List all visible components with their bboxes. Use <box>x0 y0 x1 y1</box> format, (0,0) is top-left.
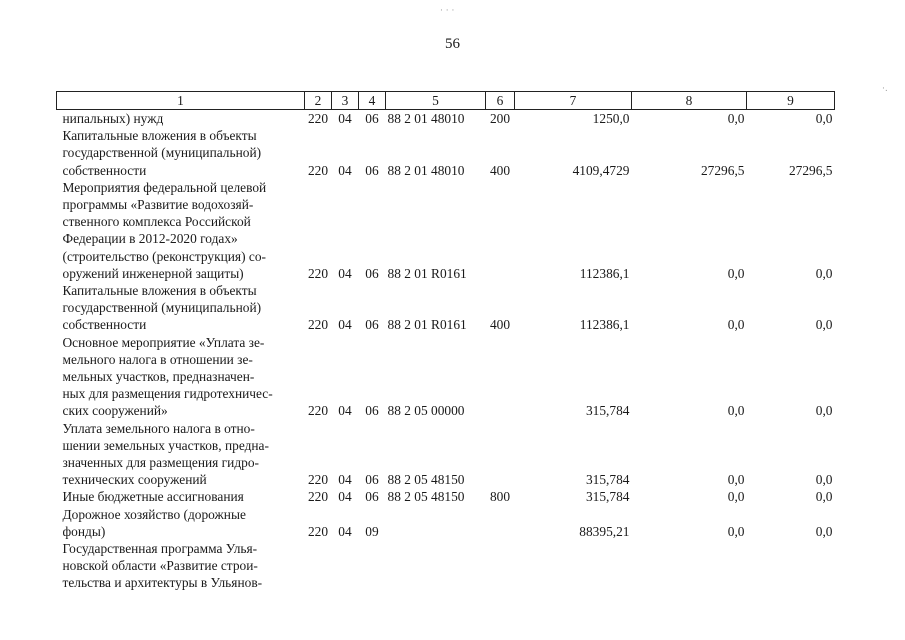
target-article-cell <box>386 540 486 592</box>
item-name-cell <box>57 506 305 540</box>
section-code-cell: 04 <box>338 472 352 488</box>
table-row <box>57 179 835 282</box>
subsection-code-cell: 06 <box>365 162 379 178</box>
table-header-row <box>57 92 835 110</box>
table-row <box>57 110 835 128</box>
item-name-line: ских сооружений» <box>62 403 168 419</box>
admin-code-cell: 220 <box>307 472 329 488</box>
table-row <box>57 540 835 592</box>
section-code-cell: 04 <box>338 111 352 126</box>
item-name-line: значенных для размещения гидро- <box>62 455 259 471</box>
amount-cell: 0,0 <box>815 111 833 126</box>
subsection-code-cell <box>359 540 386 592</box>
amount-cell <box>632 540 747 592</box>
amount-cell: 112386,1 <box>579 317 630 333</box>
admin-code-cell <box>305 540 332 592</box>
column-header: 2 <box>305 92 332 110</box>
amount-cell: 0,0 <box>815 523 833 539</box>
amount-cell: 27296,5 <box>788 162 833 178</box>
item-name-line: ственного комплекса Российской <box>62 214 251 230</box>
scan-speck: ·. <box>882 84 888 94</box>
table-row <box>57 334 835 420</box>
table-row <box>57 506 835 540</box>
section-code-cell: 04 <box>338 403 352 419</box>
item-name-line: ных для размещения гидротехничес- <box>62 386 273 402</box>
table-body <box>57 110 835 592</box>
admin-code-cell: 220 <box>307 265 329 281</box>
expense-type-cell <box>486 179 515 282</box>
section-code-cell <box>332 540 359 592</box>
amount-cell: 0,0 <box>815 265 833 281</box>
subsection-code-cell: 06 <box>365 489 379 505</box>
budget-table <box>56 91 835 592</box>
expense-type-cell: 400 <box>489 317 511 333</box>
target-article-cell: 88 2 05 48150 <box>387 472 465 488</box>
section-code-cell: 04 <box>338 265 352 281</box>
amount-cell: 4109,4729 <box>572 162 630 178</box>
item-name-line: мельных участков, предназначен- <box>62 369 255 385</box>
subsection-code-cell: 06 <box>365 265 379 281</box>
target-article-cell: 88 2 01 R0161 <box>387 265 467 281</box>
table-row <box>57 420 835 489</box>
section-code-cell: 04 <box>338 317 352 333</box>
scan-speck: · · · <box>440 6 455 16</box>
subsection-code-cell: 06 <box>365 403 379 419</box>
column-header: 1 <box>57 92 305 110</box>
expense-type-cell <box>486 540 515 592</box>
item-name-line: Иные бюджетные ассигнования <box>62 489 244 505</box>
amount-cell: 0,0 <box>815 403 833 419</box>
item-name-line: Государственная программа Улья- <box>62 541 258 557</box>
expense-type-cell: 400 <box>489 162 511 178</box>
expense-type-cell: 200 <box>489 111 511 126</box>
table-row <box>57 282 835 334</box>
target-article-cell: 88 2 01 R0161 <box>387 317 467 333</box>
item-name-line: Мероприятия федеральной целевой <box>62 179 267 195</box>
amount-cell: 0,0 <box>815 472 833 488</box>
item-name-cell <box>57 282 305 334</box>
amount-cell: 0,0 <box>727 265 745 281</box>
item-name-cell <box>57 110 305 128</box>
amount-cell: 0,0 <box>727 111 745 126</box>
item-name-line: Уплата земельного налога в отно- <box>62 420 255 436</box>
item-name-cell <box>57 334 305 420</box>
amount-cell: 0,0 <box>815 489 833 505</box>
admin-code-cell: 220 <box>307 403 329 419</box>
amount-cell: 112386,1 <box>579 265 630 281</box>
amount-cell: 0,0 <box>727 317 745 333</box>
target-article-cell: 88 2 05 00000 <box>387 403 465 419</box>
admin-code-cell: 220 <box>307 523 329 539</box>
amount-cell <box>747 540 835 592</box>
subsection-code-cell: 06 <box>365 111 379 126</box>
amount-cell: 27296,5 <box>700 162 745 178</box>
amount-cell: 315,784 <box>585 489 630 505</box>
column-header: 3 <box>332 92 359 110</box>
subsection-code-cell: 06 <box>365 472 379 488</box>
admin-code-cell: 220 <box>307 162 329 178</box>
item-name-cell <box>57 179 305 282</box>
item-name-cell <box>57 420 305 489</box>
target-article-cell: 88 2 05 48150 <box>387 489 465 505</box>
column-header: 4 <box>359 92 386 110</box>
item-name-line: Капитальные вложения в объекты <box>62 128 257 144</box>
table-row <box>57 127 835 179</box>
target-article-cell: 88 2 01 48010 <box>387 162 465 178</box>
target-article-cell: 88 2 01 48010 <box>387 111 465 126</box>
table-row <box>57 488 835 505</box>
column-header: 5 <box>386 92 486 110</box>
item-name-cell <box>57 488 305 505</box>
item-name-cell <box>57 540 305 592</box>
item-name-line: тельства и архитектуры в Ульянов- <box>62 575 263 591</box>
item-name-cell <box>57 127 305 179</box>
target-article-cell <box>386 506 486 540</box>
item-name-line: Капитальные вложения в объекты <box>62 283 257 299</box>
item-name-line: программы «Развитие водохозяй- <box>62 197 254 213</box>
amount-cell: 88395,21 <box>579 523 630 539</box>
column-header: 6 <box>486 92 515 110</box>
item-name-line: Федерации в 2012-2020 годах» <box>62 231 238 247</box>
amount-cell: 315,784 <box>585 403 630 419</box>
amount-cell: 315,784 <box>585 472 630 488</box>
item-name-line: государственной (муниципальной) <box>62 300 262 316</box>
item-name-line: Дорожное хозяйство (дорожные <box>62 506 246 522</box>
item-name-line: новской области «Развитие строи- <box>62 558 258 574</box>
expense-type-cell <box>486 506 515 540</box>
admin-code-cell: 220 <box>307 489 329 505</box>
column-header: 8 <box>632 92 747 110</box>
item-name-line: государственной (муниципальной) <box>62 145 262 161</box>
page-number: 56 <box>445 36 460 52</box>
section-code-cell: 04 <box>338 489 352 505</box>
section-code-cell: 04 <box>338 523 352 539</box>
expense-type-cell: 800 <box>489 489 511 505</box>
item-name-line: собственности <box>62 317 147 333</box>
expense-type-cell <box>486 420 515 489</box>
item-name-line: собственности <box>62 162 147 178</box>
column-header: 7 <box>515 92 632 110</box>
item-name-line: (строительство (реконструкция) со- <box>62 248 266 264</box>
item-name-line: шении земельных участков, предна- <box>62 437 269 453</box>
section-code-cell: 04 <box>338 162 352 178</box>
item-name-line: фонды) <box>62 523 106 539</box>
column-header: 9 <box>747 92 835 110</box>
item-name-line: нипальных) нужд <box>62 111 164 126</box>
amount-cell: 0,0 <box>727 472 745 488</box>
item-name-line: Основное мероприятие «Уплата зе- <box>62 334 265 350</box>
subsection-code-cell: 06 <box>365 317 379 333</box>
expense-type-cell <box>486 334 515 420</box>
subsection-code-cell: 09 <box>365 523 379 539</box>
amount-cell: 1250,0 <box>592 111 630 126</box>
amount-cell: 0,0 <box>727 489 745 505</box>
item-name-line: технических сооружений <box>62 472 207 488</box>
item-name-line: оружений инженерной защиты) <box>62 265 244 281</box>
admin-code-cell: 220 <box>307 317 329 333</box>
admin-code-cell: 220 <box>307 111 329 126</box>
item-name-line: мельного налога в отношении зе- <box>62 351 253 367</box>
amount-cell: 0,0 <box>727 403 745 419</box>
amount-cell: 0,0 <box>727 523 745 539</box>
amount-cell <box>515 540 632 592</box>
amount-cell: 0,0 <box>815 317 833 333</box>
